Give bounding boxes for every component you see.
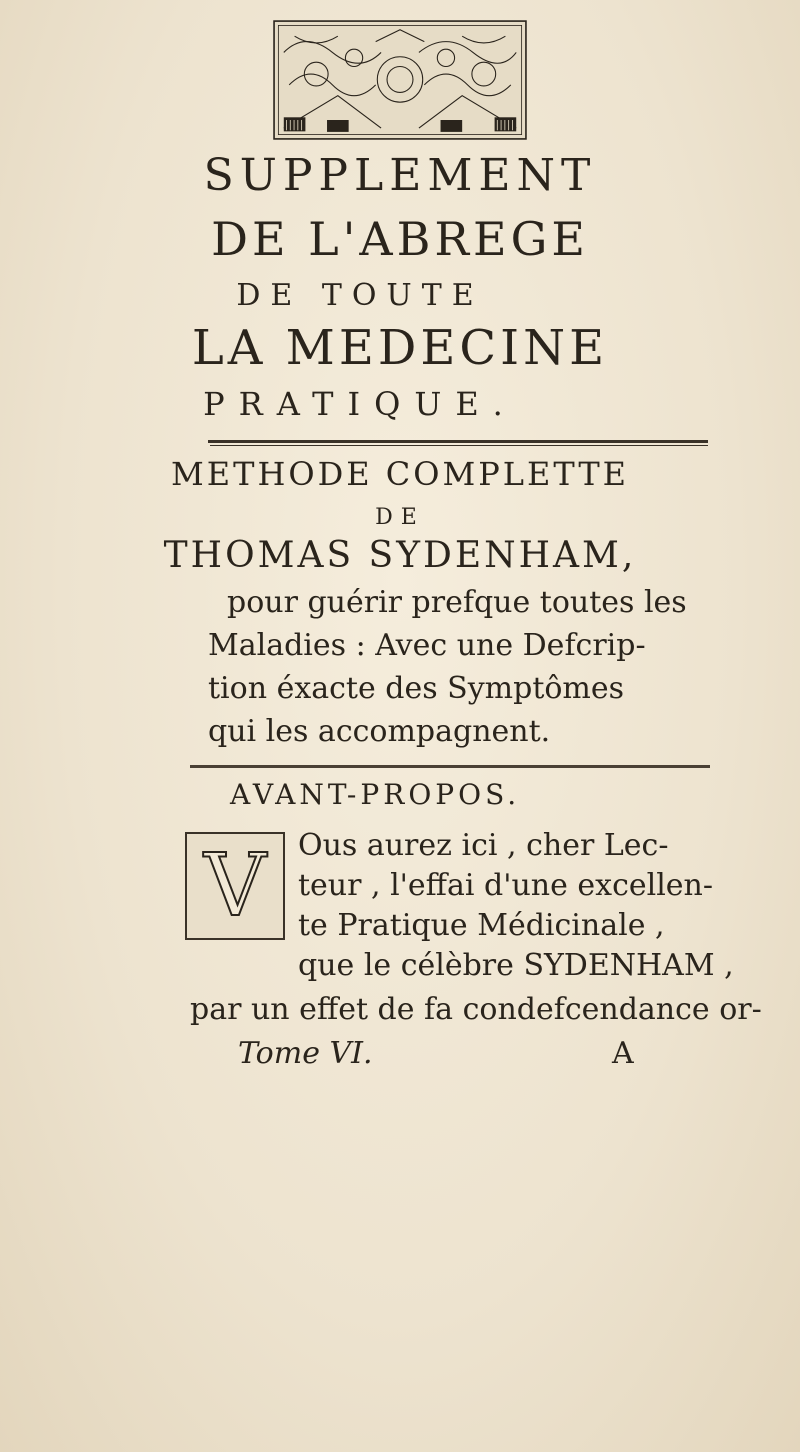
author-name: THOMAS SYDENHAM, xyxy=(163,535,637,576)
drop-cap-letter: V xyxy=(203,836,267,936)
paragraph-line: te Pratique Médicinale , xyxy=(298,908,665,943)
paragraph-line: par un effet de fa condefcendance or- xyxy=(190,992,762,1027)
drop-cap-frame xyxy=(185,832,285,940)
section-heading: AVANT-PROPOS. xyxy=(230,778,521,811)
subtitle-line-1: METHODE COMPLETTE xyxy=(170,455,630,493)
headpiece-ornament xyxy=(210,20,590,140)
description-line: qui les accompagnent. xyxy=(208,714,551,749)
divider-rule-thin xyxy=(210,445,708,446)
description-line: tion éxacte des Symptômes xyxy=(208,671,625,706)
title-line-4: LA MEDECINE xyxy=(191,320,609,376)
paragraph-line: teur , l'effai d'une excellen- xyxy=(298,868,714,903)
paragraph-line: Ous aurez ici , cher Lec- xyxy=(298,828,669,863)
section-divider xyxy=(190,765,710,768)
paragraph-line: que le célèbre SYDENHAM , xyxy=(298,948,734,983)
volume-label: Tome VI. xyxy=(238,1036,373,1071)
subtitle-line-2: DE xyxy=(375,505,425,530)
signature-mark: A xyxy=(612,1036,634,1071)
divider-rule xyxy=(208,440,708,443)
description-line: pour guérir prefque toutes les xyxy=(227,585,687,620)
description-line: Maladies : Avec une Defcrip- xyxy=(208,628,646,663)
title-line-5: PRATIQUE. xyxy=(203,385,517,423)
title-line-1: SUPPLEMENT xyxy=(203,150,597,201)
title-line-3: DE TOUTE xyxy=(236,278,484,313)
title-line-2: DE L'ABREGE xyxy=(211,212,589,266)
